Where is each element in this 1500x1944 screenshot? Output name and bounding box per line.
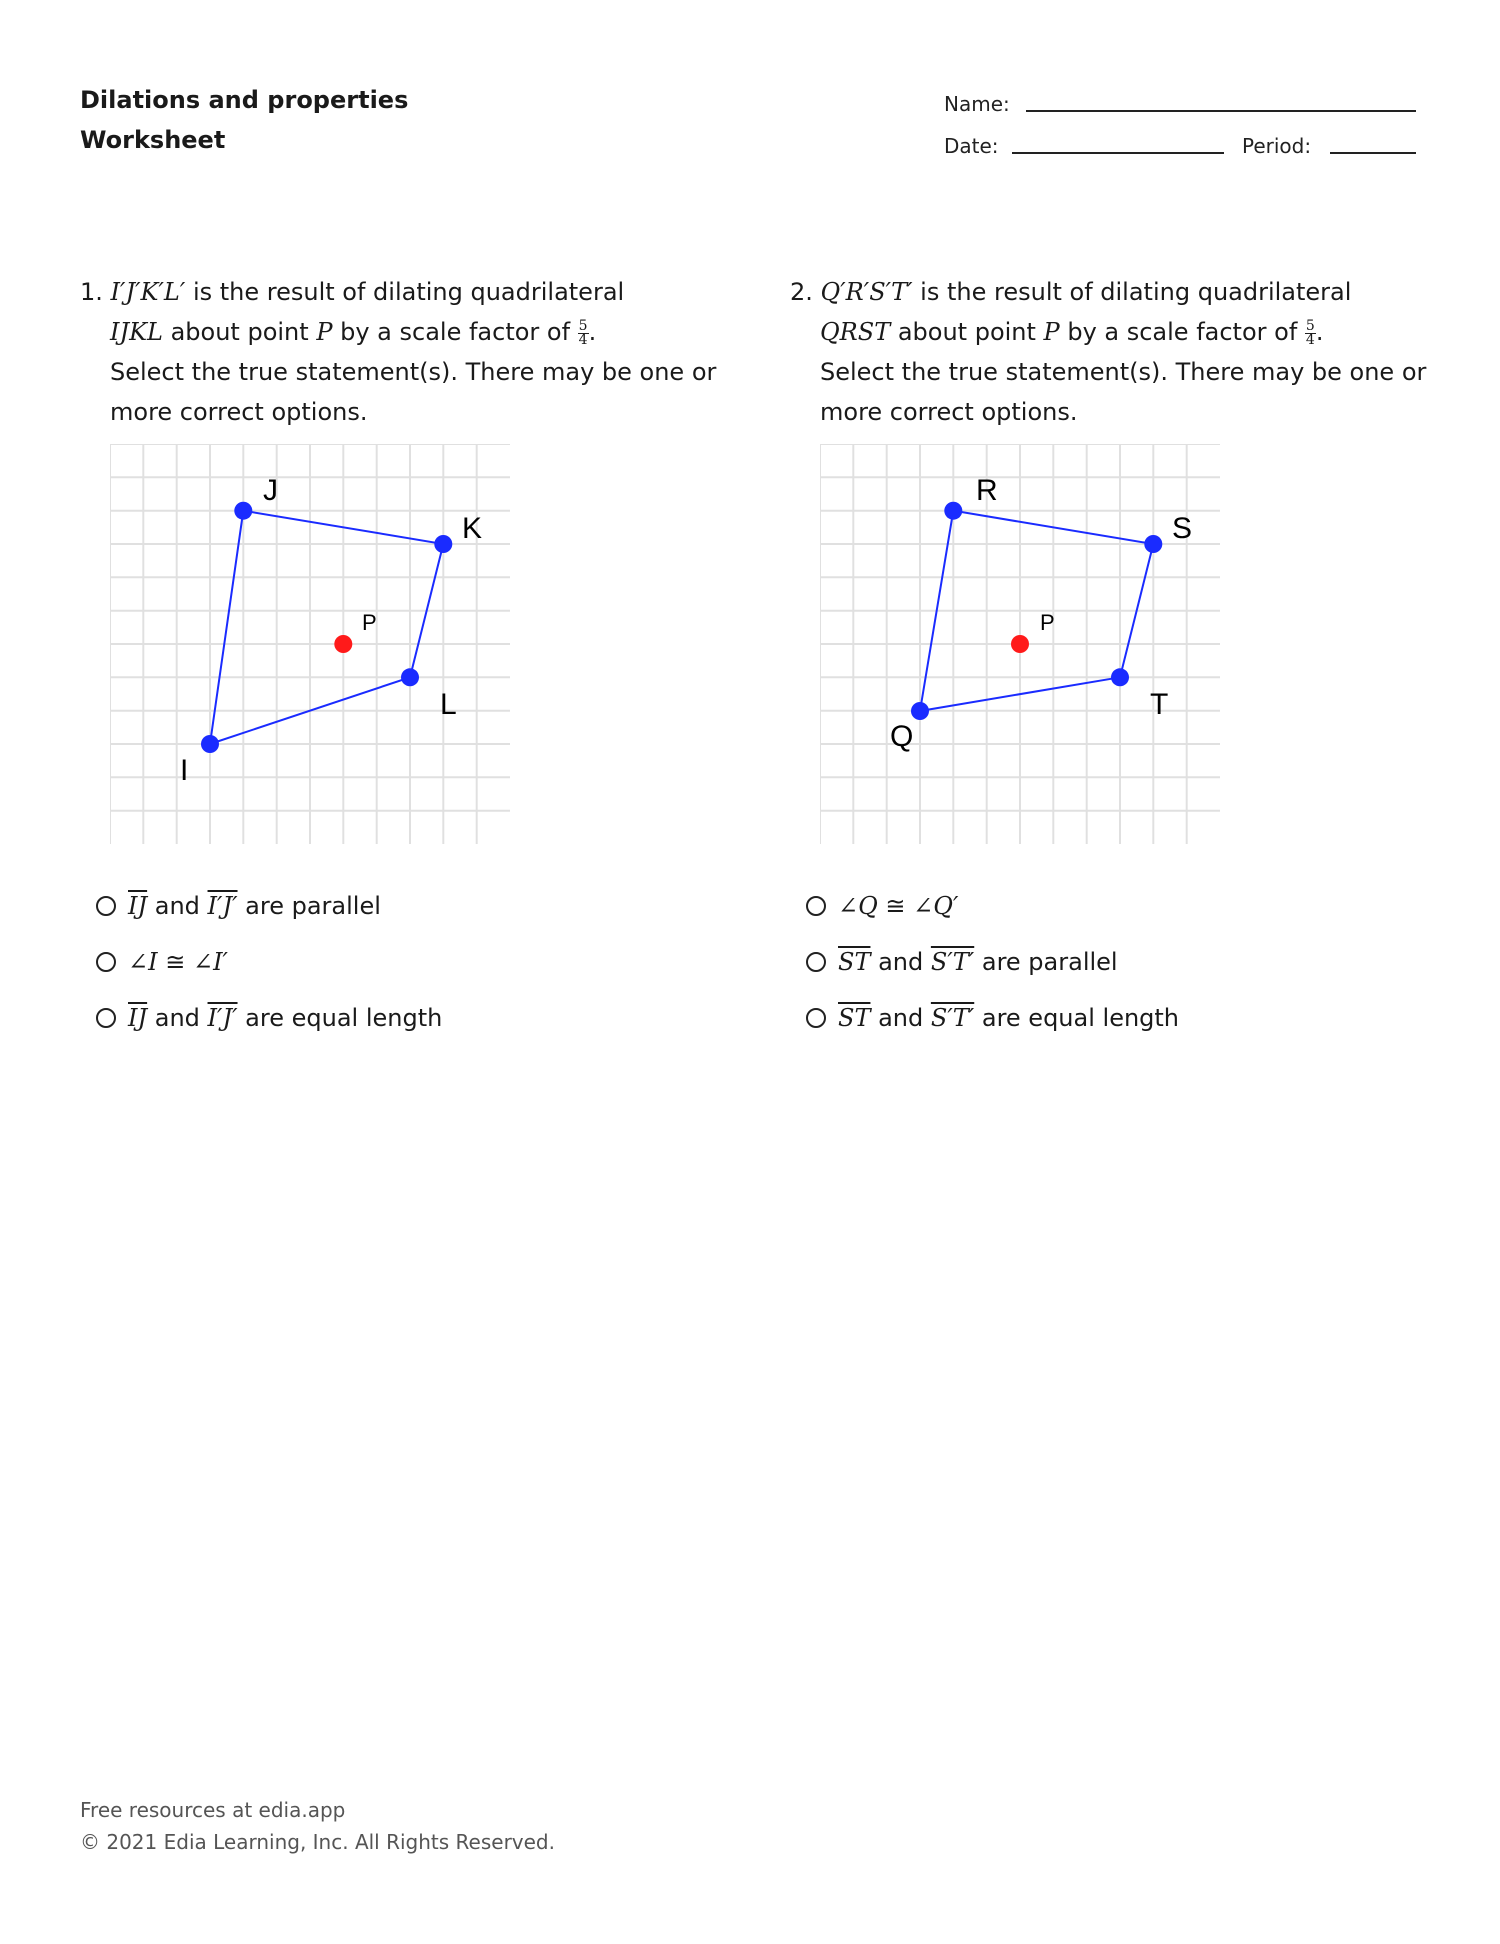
- question-2-line-2: QRST about point P by a scale factor of $\frac{5}{4}$ .: [820, 317, 1324, 348]
- question-2-original-name: QRST: [820, 318, 891, 346]
- vertex-t[interactable]: [1111, 668, 1129, 686]
- scale-numerator: 5: [1305, 317, 1315, 334]
- angle-q-prime: ∠Q′: [913, 892, 959, 920]
- q2-option-2[interactable]: [806, 946, 1118, 978]
- center-p: [1011, 635, 1029, 653]
- question-2-center: P: [1043, 318, 1060, 346]
- question-2-image-name: Q′R′S′T′: [820, 278, 913, 306]
- question-1-line-3: Select the true statement(s). There may be one or: [110, 358, 717, 386]
- option-text-and: and: [147, 892, 208, 920]
- question-1-scale-factor: [578, 317, 589, 348]
- scale-numerator: 5: [578, 317, 588, 334]
- question-1-image-name: I′J′K′L′: [110, 278, 186, 306]
- worksheet-title: Dilations and properties: [80, 86, 409, 114]
- question-1-text-c: by a scale factor of: [332, 318, 578, 346]
- label-l: L: [440, 688, 457, 721]
- quadrilateral-ijkl: [210, 511, 443, 744]
- label-i: I: [180, 754, 189, 787]
- segment-s-prime-t-prime: S′T′: [930, 948, 975, 976]
- label-t: T: [1150, 688, 1169, 721]
- question-2-line-1: [790, 272, 1430, 312]
- question-2-text-a: is the result of dilating quadrilateral: [912, 278, 1352, 306]
- segment-s-prime-t-prime: S′T′: [930, 1004, 975, 1032]
- label-k: K: [462, 512, 483, 545]
- question-1: [80, 272, 720, 432]
- date-label: Date:: [944, 134, 999, 158]
- question-2-text-b: about point: [890, 318, 1044, 346]
- question-1-line-4: more correct options.: [110, 398, 368, 426]
- question-2-text-c: by a scale factor of: [1059, 318, 1305, 346]
- question-1-line-1: [80, 272, 720, 312]
- question-1-text-b: about point: [162, 318, 317, 346]
- footer-resources: Free resources at edia.app: [80, 1798, 346, 1822]
- label-q: Q: [890, 720, 914, 753]
- footer: [80, 1794, 555, 1858]
- question-1-text-a: is the result of dilating quadrilateral: [185, 278, 625, 306]
- scale-denominator: 4: [578, 331, 588, 348]
- q1-option-1[interactable]: [96, 890, 381, 922]
- q1-option-2[interactable]: [96, 946, 228, 978]
- grid: [110, 444, 510, 844]
- question-1-number: 1.: [80, 278, 103, 306]
- label-p: P: [362, 610, 377, 635]
- segment-st: $\overline{ST}$: [838, 1004, 871, 1032]
- q2-option-3[interactable]: [806, 1002, 1179, 1034]
- segment-ij: $\overline{IJ}$: [128, 892, 148, 920]
- question-2: [790, 272, 1430, 432]
- question-2-scale-factor: [1305, 317, 1316, 348]
- vertex-r[interactable]: [944, 502, 962, 520]
- option-text-tail: are equal length: [237, 1004, 443, 1032]
- vertex-j[interactable]: [234, 502, 252, 520]
- label-r: R: [976, 474, 998, 507]
- q1-option-3[interactable]: [96, 1002, 442, 1034]
- segment-st: $\overline{ST}$: [838, 948, 871, 976]
- vertex-i[interactable]: [201, 735, 219, 753]
- radio-button[interactable]: [96, 896, 116, 916]
- period-field[interactable]: [1330, 152, 1416, 154]
- segment-i-prime-j-prime: I′J′: [207, 1004, 238, 1032]
- question-1-center: P: [316, 318, 333, 346]
- congruent-symbol: ≅: [157, 948, 193, 976]
- label-s: S: [1172, 512, 1193, 545]
- question-2-number: 2.: [790, 278, 813, 306]
- worksheet-subtitle: Worksheet: [80, 126, 226, 154]
- radio-button[interactable]: [806, 1008, 826, 1028]
- radio-button[interactable]: [96, 952, 116, 972]
- angle-i: ∠I: [128, 948, 158, 976]
- period-label: Period:: [1242, 134, 1312, 158]
- option-text-and: and: [870, 1004, 931, 1032]
- segment-ij: $\overline{IJ}$: [128, 1004, 148, 1032]
- name-field[interactable]: [1026, 110, 1416, 112]
- option-text-tail: are parallel: [974, 948, 1118, 976]
- option-text-and: and: [147, 1004, 208, 1032]
- scale-denominator: 4: [1305, 331, 1315, 348]
- angle-q: ∠Q: [838, 892, 878, 920]
- question-2-line-4: more correct options.: [820, 398, 1078, 426]
- question-1-figure: [110, 444, 510, 844]
- vertex-q[interactable]: [911, 702, 929, 720]
- date-field[interactable]: [1012, 152, 1224, 154]
- congruent-symbol: ≅: [877, 892, 914, 920]
- q2-option-1[interactable]: [806, 890, 958, 922]
- label-p: P: [1040, 610, 1055, 635]
- question-1-line-2: IJKL about point P by a scale factor of $\frac{5}{4}$ .: [110, 317, 597, 348]
- question-2-line-3: Select the true statement(s). There may be one or: [820, 358, 1427, 386]
- question-2-figure: [820, 444, 1220, 844]
- angle-i-prime: ∠I′: [192, 948, 229, 976]
- option-text-tail: are parallel: [237, 892, 381, 920]
- option-text-and: and: [870, 948, 931, 976]
- option-text-tail: are equal length: [974, 1004, 1180, 1032]
- footer-copyright: © 2021 Edia Learning, Inc. All Rights Reserved.: [80, 1830, 555, 1854]
- question-1-original-name: IJKL: [110, 318, 163, 346]
- radio-button[interactable]: [806, 896, 826, 916]
- segment-i-prime-j-prime: I′J′: [207, 892, 238, 920]
- vertex-l[interactable]: [401, 668, 419, 686]
- vertex-s[interactable]: [1144, 535, 1162, 553]
- name-label: Name:: [944, 92, 1010, 116]
- label-j: J: [263, 474, 278, 507]
- center-p: [334, 635, 352, 653]
- radio-button[interactable]: [96, 1008, 116, 1028]
- radio-button[interactable]: [806, 952, 826, 972]
- vertex-k[interactable]: [434, 535, 452, 553]
